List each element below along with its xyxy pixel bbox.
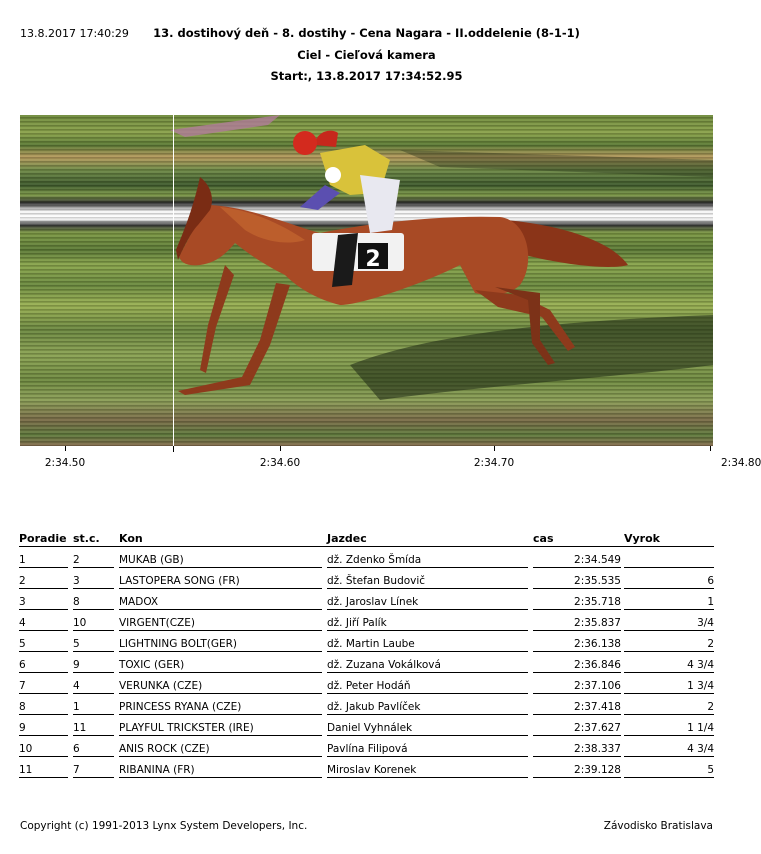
cell-start-number: 6 (73, 743, 114, 757)
cell-start-number: 3 (73, 575, 114, 589)
col-header-margin: Vyrok (624, 530, 714, 547)
cell-jockey: dž. Štefan Budovič (327, 575, 528, 589)
cell-jockey: dž. Jakub Pavlíček (327, 701, 528, 715)
table-row (19, 673, 714, 694)
cell-horse: PLAYFUL TRICKSTER (IRE) (119, 722, 322, 736)
cell-horse: LASTOPERA SONG (FR) (119, 575, 322, 589)
axis-tick (280, 446, 281, 451)
cell-time: 2:35.837 (533, 617, 621, 631)
cell-position: 4 (19, 617, 68, 631)
cell-horse: VERUNKA (CZE) (119, 680, 322, 694)
cell-time: 2:36.138 (533, 638, 621, 652)
cell-start-number: 1 (73, 701, 114, 715)
cell-time: 2:35.535 (533, 575, 621, 589)
results-header-row (19, 530, 714, 547)
axis-tick-label: 2:34.70 (473, 457, 515, 469)
cell-position: 8 (19, 701, 68, 715)
axis-tick (494, 446, 495, 451)
cell-position: 11 (19, 764, 68, 778)
cell-horse: LIGHTNING BOLT(GER) (119, 638, 322, 652)
saddle-number: 2 (365, 247, 381, 272)
cell-position: 1 (19, 554, 68, 568)
cell-position: 3 (19, 596, 68, 610)
race-title: 13. dostihový deň - 8. dostihy - Cena Nagara - II.oddelenie (8-1-1) (153, 26, 580, 40)
cell-margin: 4 3/4 (624, 659, 714, 673)
cell-position: 7 (19, 680, 68, 694)
cell-margin: 1 3/4 (624, 680, 714, 694)
cell-jockey: dž. Zdenko Šmída (327, 554, 528, 568)
start-time: Start:, 13.8.2017 17:34:52.95 (270, 69, 463, 83)
cell-time: 2:39.128 (533, 764, 621, 778)
cell-margin: 6 (624, 575, 714, 589)
cell-horse: MADOX (119, 596, 322, 610)
cell-position: 6 (19, 659, 68, 673)
axis-tick-label: 2:34.60 (259, 457, 301, 469)
cell-margin: 3/4 (624, 617, 714, 631)
axis-tick-label: 2:34.80 (721, 457, 761, 469)
cell-time: 2:38.337 (533, 743, 621, 757)
cell-margin: 5 (624, 764, 714, 778)
table-row (19, 736, 714, 757)
cell-time: 2:37.106 (533, 680, 621, 694)
cell-horse: PRINCESS RYANA (CZE) (119, 701, 322, 715)
cell-jockey: Miroslav Korenek (327, 764, 528, 778)
cell-horse: VIRGENT(CZE) (119, 617, 322, 631)
table-row (19, 547, 714, 568)
camera-label: Ciel - Cieľová kamera (297, 48, 436, 62)
table-row (19, 568, 714, 589)
results-table (19, 530, 714, 778)
cell-time: 2:37.627 (533, 722, 621, 736)
cell-time: 2:37.418 (533, 701, 621, 715)
venue-name: Závodisko Bratislava (603, 820, 713, 832)
axis-tick (65, 446, 66, 451)
cell-start-number: 7 (73, 764, 114, 778)
cell-start-number: 4 (73, 680, 114, 694)
cell-margin: 4 3/4 (624, 743, 714, 757)
cell-margin: 2 (624, 701, 714, 715)
table-row (19, 631, 714, 652)
cell-position: 2 (19, 575, 68, 589)
cell-time: 2:35.718 (533, 596, 621, 610)
cell-start-number: 10 (73, 617, 114, 631)
cell-start-number: 8 (73, 596, 114, 610)
col-header-time: cas (533, 530, 624, 547)
cell-start-number: 5 (73, 638, 114, 652)
cell-jockey: Daniel Vyhnálek (327, 722, 528, 736)
col-header-horse: Kon (119, 530, 327, 547)
axis-tick-label: 2:34.50 (44, 457, 86, 469)
table-row (19, 652, 714, 673)
cell-position: 5 (19, 638, 68, 652)
axis-tick (710, 446, 711, 451)
cell-margin: 1 (624, 596, 714, 610)
cell-jockey: dž. Jiří Palík (327, 617, 528, 631)
cell-start-number: 2 (73, 554, 114, 568)
cell-jockey: Pavlína Filipová (327, 743, 528, 757)
finish-line (173, 115, 174, 446)
col-header-start-number: st.c. (73, 530, 119, 547)
cell-start-number: 9 (73, 659, 114, 673)
cell-time: 2:36.846 (533, 659, 621, 673)
cell-horse: RIBANINA (FR) (119, 764, 322, 778)
cell-position: 9 (19, 722, 68, 736)
col-header-jockey: Jazdec (327, 530, 533, 547)
horse-and-jockey-illustration (20, 115, 713, 446)
cell-jockey: dž. Peter Hodáň (327, 680, 528, 694)
table-row (19, 610, 714, 631)
photo-finish-image (20, 115, 713, 446)
cell-jockey: dž. Jaroslav Línek (327, 596, 528, 610)
table-row (19, 589, 714, 610)
cell-margin (624, 554, 714, 568)
time-axis (20, 446, 761, 476)
cell-horse: ANIS ROCK (CZE) (119, 743, 322, 757)
cell-position: 10 (19, 743, 68, 757)
cell-jockey: dž. Martin Laube (327, 638, 528, 652)
report-timestamp: 13.8.2017 17:40:29 (20, 27, 129, 40)
table-row (19, 757, 714, 778)
cell-time: 2:34.549 (533, 554, 621, 568)
table-row (19, 694, 714, 715)
cell-start-number: 11 (73, 722, 114, 736)
cell-jockey: dž. Zuzana Vokálková (327, 659, 528, 673)
cell-horse: MUKAB (GB) (119, 554, 322, 568)
cell-horse: TOXIC (GER) (119, 659, 322, 673)
copyright-text: Copyright (c) 1991-2013 Lynx System Developers, Inc. (20, 820, 308, 832)
cell-margin: 1 1/4 (624, 722, 714, 736)
table-row (19, 715, 714, 736)
cell-margin: 2 (624, 638, 714, 652)
col-header-position: Poradie (19, 530, 73, 547)
